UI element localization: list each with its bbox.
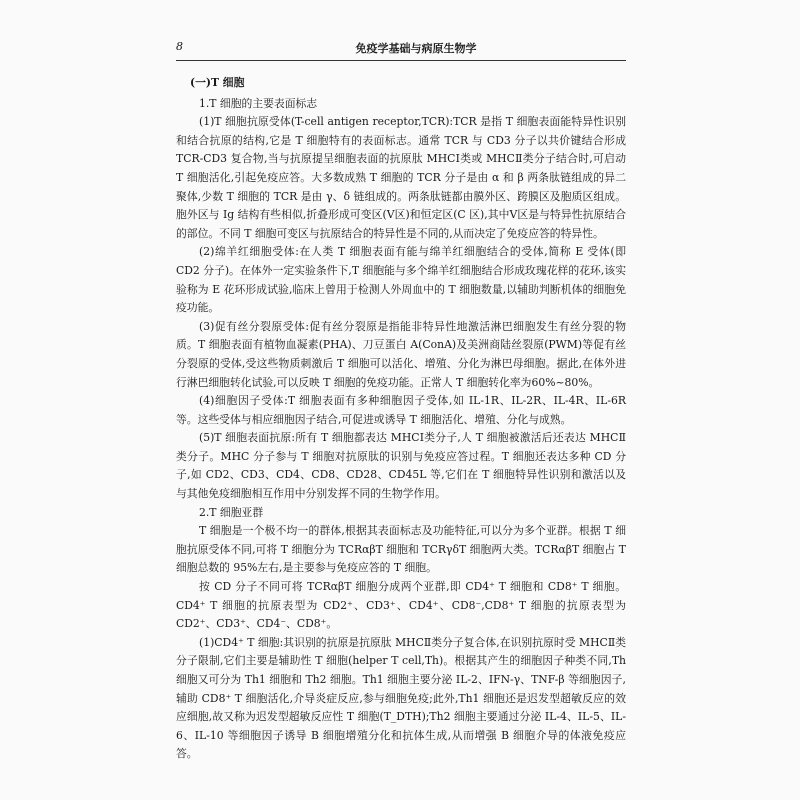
running-title: 免疫学基础与病原生物学 bbox=[355, 42, 477, 55]
paragraph: (5)T 细胞表面抗原:所有 T 细胞都表达 MHCⅠ类分子,人 T 细胞被激活后还表达 MHCⅡ类分子。MHC 分子参与 T 细胞对抗原肽的识别与免疫应答过程。T 细胞还表达多种 CD 分子,如 CD2、CD3、CD4、CD8、CD28、CD45L 等,它们在 T 细胞特异性识别和激活以及与其他免疫细胞相互作用中分别发挥不同的生物学作用。 bbox=[176, 431, 626, 501]
header-rule bbox=[176, 60, 626, 61]
page-header bbox=[176, 38, 626, 58]
subheading-t-cell-subsets: 2.T 细胞亚群 bbox=[199, 505, 264, 519]
page-content bbox=[176, 72, 626, 764]
paragraph: (4)细胞因子受体:T 细胞表面有多种细胞因子受体,如 IL-1R、IL-2R、IL-4R、IL-6R 等。这些受体与相应细胞因子结合,可促进或诱导 T 细胞活化、增殖、分化与成熟。 bbox=[176, 394, 626, 426]
paragraph: (2)绵羊红细胞受体:在人类 T 细胞表面有能与绵羊红细胞结合的受体,简称 E 受体(即 CD2 分子)。在体外一定实验条件下,T 细胞能与多个绵羊红细胞结合形成玫瑰花样的花环,该实验称为 E 花环形成试验,临床上曾用于检测人外周血中的 T 细胞数量,以辅助判断机体的细胞免疫功能。 bbox=[176, 245, 626, 315]
paragraph: (1)CD4⁺ T 细胞:其识别的抗原是抗原肽 MHCⅡ类分子复合体,在识别抗原时受 MHCⅡ类分子限制,它们主要是辅助性 T 细胞(helper T cell,Th)。根据其产生的细胞因子种类不同,Th 细胞又可分为 Th1 细胞和 Th2 细胞。Th1 细胞主要分泌 IL-2、IFN-γ、TNF-β 等细胞因子,辅助 CD8⁺ T 细胞活化,介导炎症反应,参与细胞免疫;此外,Th1 细胞还是迟发型超敏反应的效应细胞,故又称为迟发型超敏反应性 T 细胞(T_DTH);Th2 细胞主要通过分泌 IL-4、IL-5、IL-6、IL-10 等细胞因子诱导 B 细胞增殖分化和抗体生成,从而增强 B 细胞介导的体液免疫应答。 bbox=[176, 635, 626, 761]
paragraph: (3)促有丝分裂原受体:促有丝分裂原是指能非特异性地激活淋巴细胞发生有丝分裂的物质。T 细胞表面有植物血凝素(PHA)、刀豆蛋白 A(ConA)及美洲商陆丝裂原(PWM)等促有丝分裂原的受体,受这些物质刺激后 T 细胞可以活化、增殖、分化为淋巴母细胞。据此,在体外进行淋巴细胞转化试验,可以反映 T 细胞的免疫功能。正常人 T 细胞转化率为60%~80%。 bbox=[176, 319, 626, 389]
paragraph: T 细胞是一个极不均一的群体,根据其表面标志及功能特征,可以分为多个亚群。根据 T 细胞抗原受体不同,可将 T 细胞分为 TCRαβT 细胞和 TCRγδT 细胞两大类。TCRαβT 细胞占 T 细胞总数的 95%左右,是主要参与免疫应答的 T 细胞。 bbox=[176, 524, 626, 575]
page-number: 8 bbox=[176, 40, 183, 53]
paragraph: (1)T 细胞抗原受体(T-cell antigen receptor,TCR):TCR 是指 T 细胞表面能特异性识别和结合抗原的结构,它是 T 细胞特有的表面标志。通常 TCR 与 CD3 分子以共价键结合形成 TCR-CD3 复合物,当与抗原提呈细胞表面的抗原肽 MHCⅠ类或 MHCⅡ类分子结合时,可启动 T 细胞活化,引起免疫应答。大多数成熟 T 细胞的 TCR 分子是由 α 和 β 两条肽链组成的异二聚体,少数 T 细胞的 TCR 是由 γ、δ 链组成的。两条肽链都由膜外区、跨膜区及胞质区组成。胞外区与 Ig 结构有些相似,折叠形成可变区(Ⅴ区)和恒定区(C 区),其中Ⅴ区是与特异性抗原结合的部位。不同 T 细胞可变区与抗原结合的特异性是不同的,从而决定了免疫应答的特异性。 bbox=[176, 115, 626, 240]
subheading-surface-markers: 1.T 细胞的主要表面标志 bbox=[199, 96, 318, 110]
paragraph: 按 CD 分子不同可将 TCRαβT 细胞分成两个亚群,即 CD4⁺ T 细胞和 CD8⁺ T 细胞。CD4⁺ T 细胞的抗原表型为 CD2⁺、CD3⁺、CD4⁺、CD8⁻,CD8⁺ T 细胞的抗原表型为 CD2⁺、CD3⁺、CD4⁻、CD8⁺。 bbox=[176, 580, 626, 631]
section-title: (一)T 细胞 bbox=[190, 76, 245, 89]
